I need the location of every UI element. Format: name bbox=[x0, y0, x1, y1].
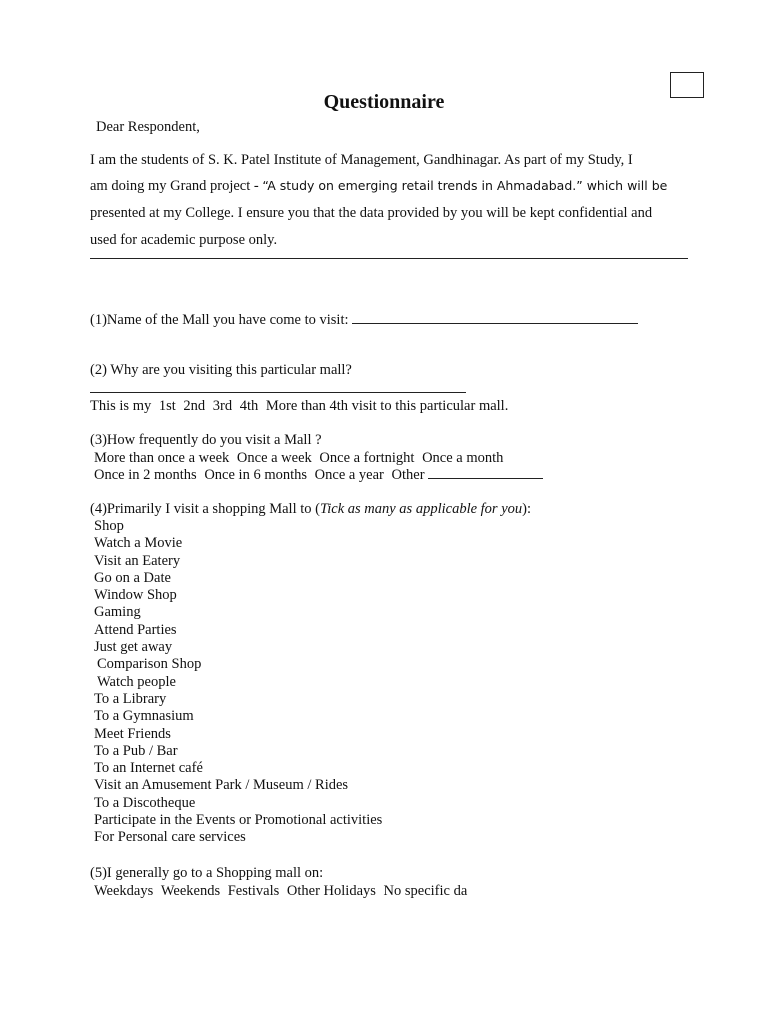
question-1 bbox=[90, 311, 638, 329]
list-item bbox=[90, 777, 382, 794]
q4-label-suffix: ): bbox=[522, 501, 531, 517]
question-2-label: (2) Why are you visiting this particular mall? bbox=[90, 362, 352, 378]
question-4-label bbox=[90, 500, 531, 518]
q4-label-italic: Tick as many as applicable for you bbox=[319, 501, 523, 517]
visit-option-4th[interactable] bbox=[236, 398, 259, 414]
option-label: Festivals bbox=[227, 883, 280, 899]
option-label: Other bbox=[391, 467, 425, 483]
option-label: Shop bbox=[94, 518, 124, 534]
purpose-options-list bbox=[90, 518, 382, 847]
option-label: Window Shop bbox=[94, 587, 177, 604]
frequency-option-once-a-week[interactable] bbox=[233, 450, 312, 466]
list-item bbox=[90, 726, 382, 743]
list-item bbox=[90, 639, 382, 656]
page-title: Questionnaire bbox=[323, 91, 445, 113]
frequency-option-once-a-fortnight[interactable] bbox=[315, 450, 414, 466]
purpose-option-watch-people[interactable] bbox=[93, 674, 176, 690]
purpose-option-watch-a-movie[interactable] bbox=[90, 535, 182, 551]
option-label: Once a week bbox=[236, 450, 312, 466]
list-item bbox=[90, 795, 382, 812]
intro-line-1: I am the students of S. K. Patel Institute of Management, Gandhinagar. As part of my Study, I bbox=[90, 152, 633, 168]
question-1-label: (1)Name of the Mall you have come to visit: bbox=[90, 312, 349, 328]
option-label: Gaming bbox=[94, 604, 141, 621]
option-label: Watch a Movie bbox=[94, 535, 183, 552]
purpose-option-for-personal-care-services[interactable] bbox=[90, 829, 246, 845]
option-label: Once a year bbox=[314, 467, 384, 483]
mall-name-field[interactable] bbox=[352, 311, 638, 324]
project-title: “A study on emerging retail trends in Ahmadabad.” which will be bbox=[262, 178, 668, 193]
option-label: To a Gymnasium bbox=[94, 708, 194, 725]
day-option-weekdays[interactable] bbox=[90, 883, 153, 899]
option-label: To an Internet café bbox=[94, 760, 203, 777]
purpose-option-to-a-discotheque[interactable] bbox=[90, 795, 195, 811]
option-label: Attend Parties bbox=[94, 621, 177, 638]
list-item bbox=[90, 535, 382, 552]
day-option-weekends[interactable] bbox=[157, 883, 220, 899]
day-option-other-holidays[interactable] bbox=[283, 883, 376, 899]
option-label: To a Library bbox=[94, 690, 167, 707]
question-5-label: (5)I generally go to a Shopping mall on: bbox=[90, 865, 324, 881]
day-option-festivals[interactable] bbox=[224, 883, 280, 899]
frequency-row-2 bbox=[90, 466, 543, 485]
purpose-option-shop[interactable] bbox=[90, 518, 124, 534]
visit-option-3rd[interactable] bbox=[209, 398, 232, 414]
purpose-option-to-an-internet-caf[interactable] bbox=[90, 760, 203, 776]
list-item bbox=[90, 553, 382, 570]
list-item bbox=[90, 518, 382, 535]
purpose-option-visit-an-eatery[interactable] bbox=[90, 553, 180, 569]
purpose-option-comparison-shop[interactable] bbox=[93, 656, 201, 672]
option-label: Visit an Amusement Park / Museum / Rides bbox=[94, 777, 349, 794]
day-options-row bbox=[90, 882, 467, 901]
intro-line-3: presented at my College. I ensure you that the data provided by you will be kept confidential and bbox=[90, 205, 653, 221]
q4-label-prefix: (4)Primarily I visit a shopping Mall to ( bbox=[90, 501, 320, 517]
list-item bbox=[90, 604, 382, 621]
option-label: 4th bbox=[239, 398, 259, 414]
section-divider bbox=[90, 258, 688, 259]
visit-option-more-than-4th-visit-to-this-particular-mall[interactable] bbox=[262, 398, 508, 414]
visit-count-row bbox=[90, 397, 508, 416]
intro-line-2 bbox=[90, 178, 667, 195]
list-item bbox=[90, 812, 382, 829]
list-item bbox=[90, 691, 382, 708]
list-item bbox=[90, 622, 382, 639]
frequency-option-other[interactable] bbox=[388, 467, 425, 483]
purpose-option-gaming[interactable] bbox=[90, 604, 141, 620]
visit-option-2nd[interactable] bbox=[179, 398, 205, 414]
option-label: More than 4th visit to this particular mall. bbox=[265, 398, 509, 414]
option-label: 1st bbox=[158, 398, 176, 414]
list-item bbox=[90, 743, 382, 760]
greeting: Dear Respondent, bbox=[96, 119, 200, 135]
option-label: Once in 6 months bbox=[204, 467, 308, 483]
purpose-option-go-on-a-date[interactable] bbox=[90, 570, 171, 586]
intro-line-4: used for academic purpose only. bbox=[90, 232, 278, 248]
visit-reason-field[interactable] bbox=[90, 392, 466, 393]
purpose-option-to-a-library[interactable] bbox=[90, 691, 166, 707]
list-item bbox=[90, 708, 382, 725]
list-item bbox=[90, 760, 382, 777]
purpose-option-to-a-pub-bar[interactable] bbox=[90, 743, 178, 759]
intro-line-2-prefix: am doing my Grand project - bbox=[90, 178, 263, 194]
option-label: Meet Friends bbox=[94, 725, 171, 742]
list-item bbox=[90, 674, 382, 691]
list-item bbox=[90, 587, 382, 604]
option-label: For Personal care services bbox=[94, 829, 246, 846]
option-label: To a Pub / Bar bbox=[94, 742, 178, 759]
option-label: Other Holidays bbox=[286, 883, 376, 899]
option-label: No specific da bbox=[383, 883, 468, 899]
option-label: Once a fortnight bbox=[319, 450, 415, 466]
option-label: 2nd bbox=[183, 398, 206, 414]
purpose-option-window-shop[interactable] bbox=[90, 587, 177, 603]
list-item bbox=[90, 829, 382, 846]
visit-option-1st[interactable] bbox=[155, 398, 176, 414]
option-label: Once a month bbox=[422, 450, 504, 466]
frequency-option-once-a-month[interactable] bbox=[418, 450, 503, 466]
frequency-option-once-in-6-months[interactable] bbox=[200, 467, 307, 483]
purpose-option-just-get-away[interactable] bbox=[90, 639, 172, 655]
purpose-option-to-a-gymnasium[interactable] bbox=[90, 708, 194, 724]
option-label: Comparison Shop bbox=[97, 656, 202, 673]
frequency-option-once-in-2-months[interactable] bbox=[90, 467, 197, 483]
purpose-option-attend-parties[interactable] bbox=[90, 622, 177, 638]
option-label: 3rd bbox=[212, 398, 233, 414]
other-frequency-field[interactable] bbox=[428, 466, 543, 479]
option-label: Watch people bbox=[97, 673, 176, 690]
question-3-label: (3)How frequently do you visit a Mall ? bbox=[90, 432, 322, 448]
day-option-no-specific-da[interactable] bbox=[380, 883, 468, 899]
option-label: Once in 2 months bbox=[94, 467, 197, 483]
option-label: Go on a Date bbox=[94, 569, 171, 586]
frequency-option-once-a-year[interactable] bbox=[311, 467, 384, 483]
list-item bbox=[90, 656, 382, 673]
list-item bbox=[90, 570, 382, 587]
option-label: More than once a week bbox=[94, 450, 230, 466]
visit-prefix: This is my bbox=[90, 398, 152, 414]
option-label: Participate in the Events or Promotional activities bbox=[94, 812, 383, 829]
option-label: Weekends bbox=[160, 883, 221, 899]
purpose-option-participate-in-the-events-or-promotional-activities[interactable] bbox=[90, 812, 382, 828]
purpose-option-meet-friends[interactable] bbox=[90, 726, 171, 742]
purpose-option-visit-an-amusement-park-museum-rides[interactable] bbox=[90, 777, 348, 793]
option-label: Weekdays bbox=[94, 883, 154, 899]
option-label: To a Discotheque bbox=[94, 794, 196, 811]
option-label: Visit an Eatery bbox=[94, 552, 181, 569]
option-label: Just get away bbox=[94, 639, 173, 656]
frequency-option-more-than-once-a-week[interactable] bbox=[90, 450, 229, 466]
